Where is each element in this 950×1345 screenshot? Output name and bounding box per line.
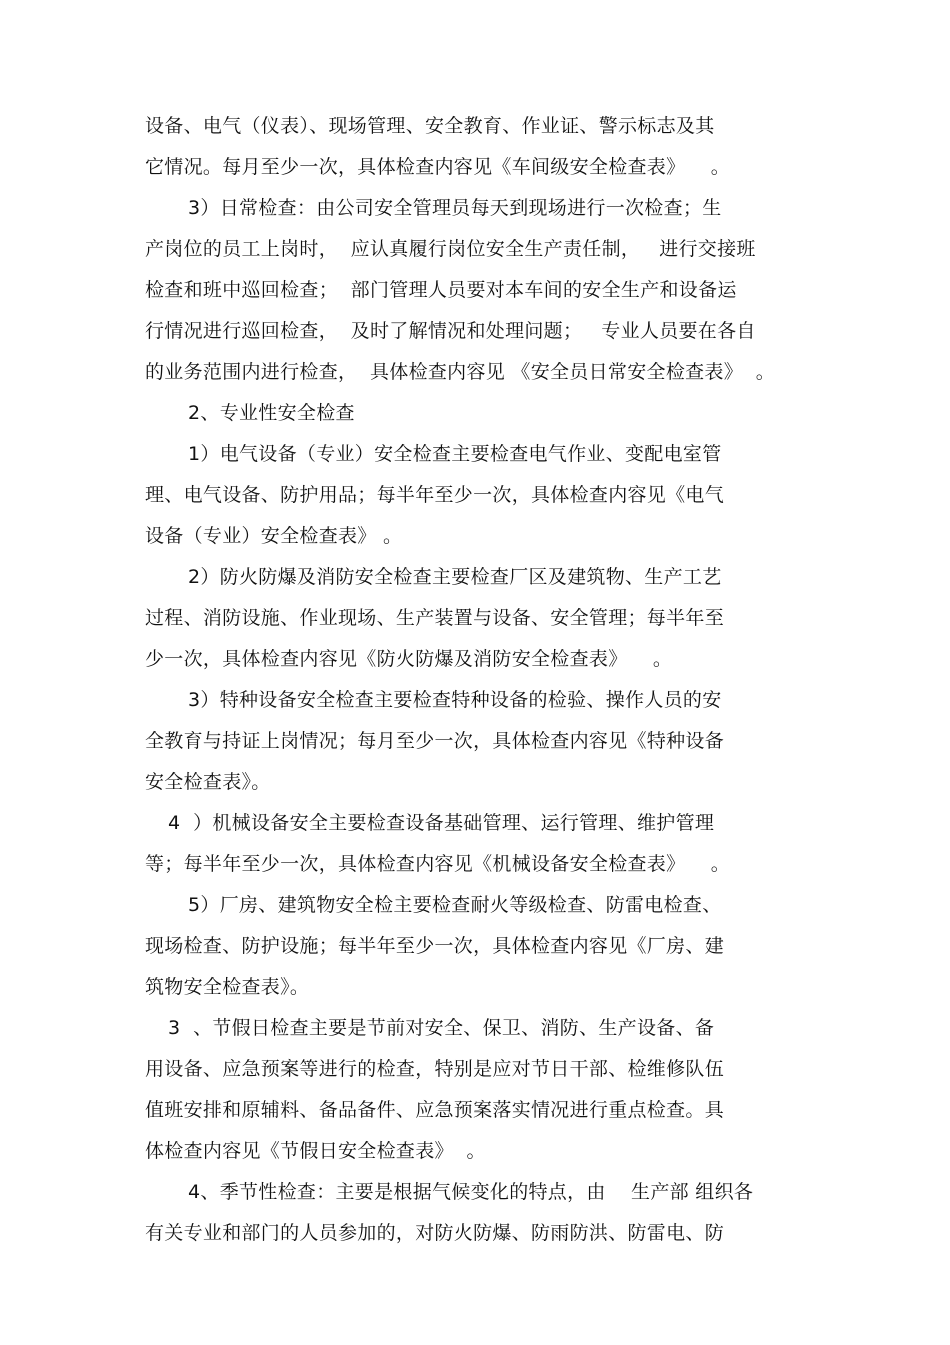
text-line: 值班安排和原辅料、备品备件、应急预案落实情况进行重点检查。具 xyxy=(145,1099,725,1121)
text-line: 3）特种设备安全检查主要检查特种设备的检验、操作人员的安 xyxy=(188,689,722,711)
text-line: 行情况进行巡回检查， 及时了解情况和处理问题； 专业人员要在各自 xyxy=(145,320,756,342)
text-line: 过程、消防设施、作业现场、生产装置与设备、安全管理；每半年至 xyxy=(145,607,725,629)
text-line: 5）厂房、建筑物安全检主要检查耐火等级检查、防雷电检查、 xyxy=(188,894,722,916)
text-line: 产岗位的员工上岗时， 应认真履行岗位安全生产责任制， 进行交接班 xyxy=(145,238,756,260)
text-line: 等；每半年至少一次，具体检查内容见《机械设备安全检查表》 。 xyxy=(145,853,731,875)
text-line: 设备、电气（仪表）、现场管理、安全教育、作业证、警示标志及其 xyxy=(145,115,715,137)
text-line: 4、季节性检查：主要是根据气候变化的特点，由 生产部 组织各 xyxy=(188,1181,754,1203)
text-line: 有关专业和部门的人员参加的，对防火防爆、防雨防洪、防雷电、防 xyxy=(145,1222,725,1244)
text-line: 少一次，具体检查内容见《防火防爆及消防安全检查表》 。 xyxy=(145,648,673,670)
text-line: 3 、节假日检查主要是节前对安全、保卫、消防、生产设备、备 xyxy=(168,1017,715,1039)
text-line: 用设备、应急预案等进行的检查，特别是应对节日干部、检维修队伍 xyxy=(145,1058,725,1080)
text-line: 安全检查表》。 xyxy=(145,771,271,793)
text-line: 现场检查、防护设施；每半年至少一次，具体检查内容见《厂房、建 xyxy=(145,935,725,957)
text-line: 1）电气设备（专业）安全检查主要检查电气作业、变配电室管 xyxy=(188,443,722,465)
text-line: 它情况。每月至少一次，具体检查内容见《车间级安全检查表》 。 xyxy=(145,156,731,178)
text-line: 体检查内容见《节假日安全检查表》 。 xyxy=(145,1140,486,1162)
text-line: 理、电气设备、防护用品；每半年至少一次，具体检查内容见《电气 xyxy=(145,484,725,506)
text-line: 设备（专业）安全检查表》 。 xyxy=(145,525,403,547)
text-line: 的业务范围内进行检查， 具体检查内容见 《安全员日常安全检查表》 。 xyxy=(145,361,775,383)
section-heading: 2、专业性安全检查 xyxy=(188,402,355,424)
text-line: 4 ）机械设备安全主要检查设备基础管理、运行管理、维护管理 xyxy=(168,812,715,834)
text-line: 筑物安全检查表》。 xyxy=(145,976,310,998)
text-line: 2）防火防爆及消防安全检查主要检查厂区及建筑物、生产工艺 xyxy=(188,566,722,588)
text-line: 检查和班中巡回检查； 部门管理人员要对本车间的安全生产和设备运 xyxy=(145,279,737,301)
text-line: 全教育与持证上岗情况；每月至少一次，具体检查内容见《特种设备 xyxy=(145,730,725,752)
text-line: 3）日常检查：由公司安全管理员每天到现场进行一次检查；生 xyxy=(188,197,722,219)
